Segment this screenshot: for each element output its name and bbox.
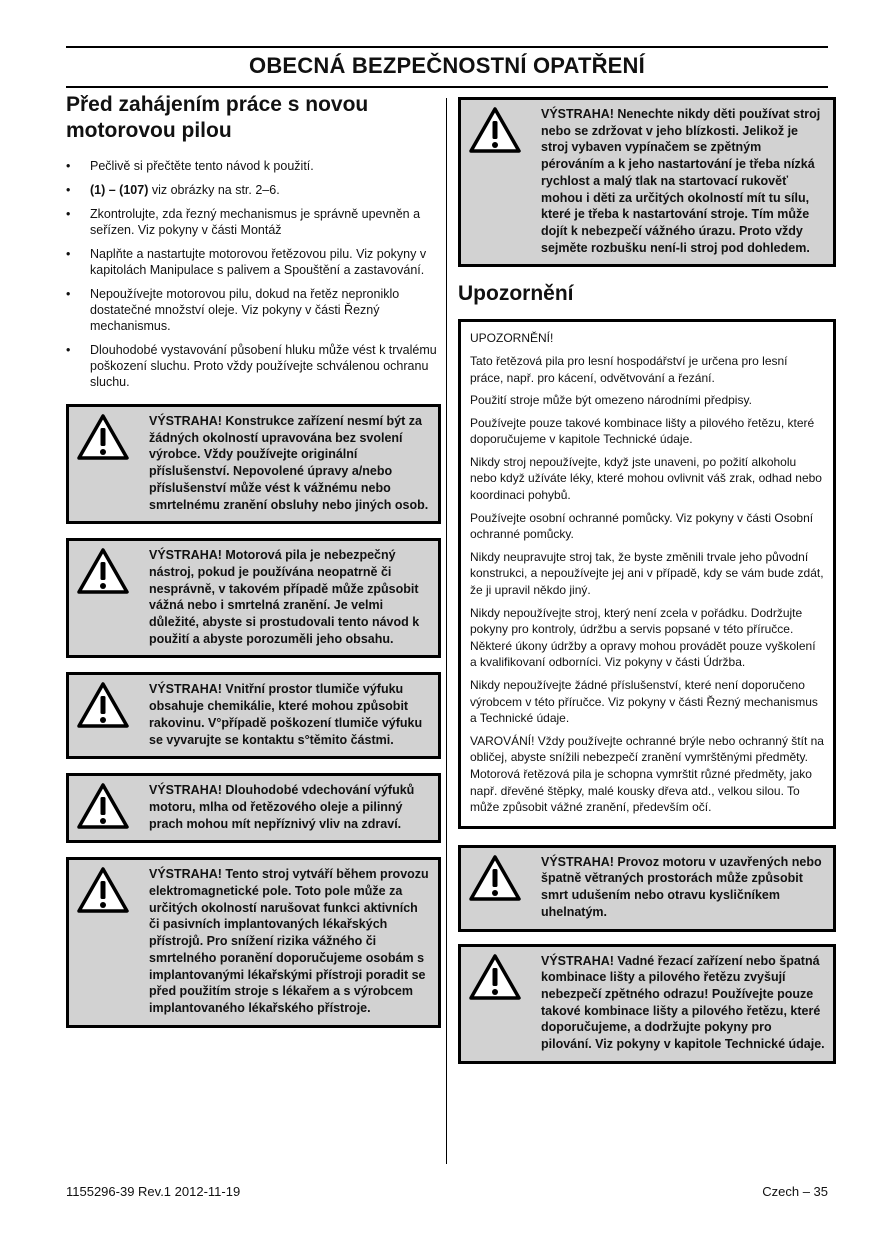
notice-paragraph: Používejte osobní ochranné pomůcky. Viz pokyny v části Osobní ochranné pomůcky.: [470, 510, 814, 542]
warning-triangle-icon: [77, 782, 139, 830]
list-item: • Naplňte a nastartujte motorovou řetězovou pilu. Viz pokyny v kapitolách Manipulace s palivem a Spouštění a zastavování.: [66, 247, 427, 277]
warning-triangle-icon: [77, 547, 139, 595]
left-column: [66, 92, 441, 1028]
notice-box: [458, 319, 836, 828]
column-divider: [446, 98, 447, 1164]
footer-page-label: Czech – 35: [762, 1184, 828, 1199]
header-rule-bottom: [66, 86, 828, 88]
warning-text: VÝSTRAHA! Tento stroj vytváří během provozu elektromagnetické pole. Toto pole může za určitých okolností narušovat funkci aktivních či pasivních implantovaných lékařských přístrojů. Pro snížení rizika vážného či smrtelného poranění doporučujeme osobám s implantovanými lékařskými přístroji poradit se před použitím stroje s lékařem a s výrobcem implantovaného lékařského přístroje.: [149, 867, 429, 1015]
section-heading-before-work: Před zahájením práce s novou motorovou pilou: [66, 93, 369, 142]
notice-paragraph: Používejte pouze takové kombinace lišty a pilového řetězu, které doporučujeme v kapitole Technické údaje.: [470, 415, 815, 447]
notice-paragraph: UPOZORNĚNÍ!: [470, 331, 554, 346]
warning-triangle-icon: [77, 681, 139, 729]
warning-box: [458, 944, 836, 1064]
warning-triangle-icon: [469, 953, 531, 1001]
warning-text: VÝSTRAHA! Vnitřní prostor tlumiče výfuku obsahuje chemikálie, které mohou způsobit rakovinu. V°případě poškození tlumiče výfuku se vyvarujte se kontaktu s°těmito částmi.: [149, 682, 423, 747]
right-column: [458, 97, 836, 1064]
footer-document-id: 1155296-39 Rev.1 2012-11-19: [66, 1184, 241, 1199]
notice-paragraph: Tato řetězová pila pro lesní hospodářství je určena pro lesní práce, např. pro kácení, odvětvování a řezání.: [470, 353, 788, 385]
warning-text: VÝSTRAHA! Motorová pila je nebezpečný nástroj, pokud je používána neopatrně či nesprávně, v takovém případě může způsobit vážná nebo i smrtelná zranění. Je velmi důležité, abyste si prostudovali tento návod k použití a abyste porozuměli jeho obsahu.: [149, 548, 420, 646]
warning-box: [66, 773, 441, 843]
warning-box: [66, 857, 441, 1027]
warning-triangle-icon: [469, 106, 531, 154]
warning-text: VÝSTRAHA! Konstrukce zařízení nesmí být za žádných okolností upravována bez svolení výrobce. Vždy používejte originální příslušenství. Nepovolené úpravy a/nebo příslušenství může vést k vážnému nebo smrtelnému zranění obsluhy nebo jiných osob.: [149, 414, 429, 512]
instruction-list: [66, 158, 441, 390]
page-title: OBECNÁ BEZPEČNOSTNÍ OPATŘENÍ: [249, 53, 645, 78]
notice-paragraph: VAROVÁNÍ! Vždy používejte ochranné brýle nebo ochranný štít na obličej, abyste snížili nebezpečí zranění vymrštěnými předměty. Motorová řetězová pila je schopna vymrštit různé předměty, jako např. dřevěné štěpky, malé kousky dřeva atd., velkou silou. To může způsobit vážné zranění, především očí.: [470, 733, 824, 815]
notice-paragraph: Nikdy neupravujte stroj tak, že byste změnili trvale jeho původní konstrukci, a nepoužívejte jej ani v případě, kdy se vám bude zdát, že ji upravil někdo jiný.: [470, 549, 824, 598]
warning-box: [458, 97, 836, 267]
warning-box: [66, 672, 441, 759]
warning-triangle-icon: [77, 866, 139, 914]
warning-text: VÝSTRAHA! Nenechte nikdy děti používat stroj nebo se zdržovat v jeho blízkosti. Jelikož je stroj vybaven vypínačem se zpětným pérováním a k jeho nastartování je třeba nízká rychlost a malý tlak na startovací rukověť mohou i děti za určitých okolností mít tu sílu, které je třeba k nastartování stroje. Tím může dojít k nebezpečí vážného úrazu. Proto vždy sejměte rozbušku není-li stroj pod dohledem.: [541, 107, 821, 255]
warning-text: VÝSTRAHA! Vadné řezací zařízení nebo špatná kombinace lišty a pilového řetězu zvyšují nebezpečí zpětného odrazu! Používejte pouze takové kombinace lišty a pilového řetězu, které doporučujeme, a dodržujte pokyny pro pilování. Viz pokyny v kapitole Technické údaje.: [541, 953, 825, 1052]
notice-paragraph: Nikdy nepoužívejte stroj, který není zcela v pořádku. Dodržujte pokyny pro kontroly, údržbu a servis popsané v této příručce. Některé úkony údržby a opravy mohou provádět pouze vyškolení a kvalifikovaní odborníci. Viz pokyny v části Údržba.: [470, 605, 816, 670]
list-item: • Pečlivě si přečtěte tento návod k použití.: [66, 159, 314, 173]
header-rule-top: [66, 46, 828, 48]
notice-paragraph: Nikdy stroj nepoužívejte, když jste unaveni, po požití alkoholu nebo když užíváte léky, které mohou ovlivnit váš zrak, odhad nebo koordinaci pohybů.: [470, 454, 822, 503]
warning-box: [66, 538, 441, 658]
section-heading-notice: Upozornění: [458, 282, 574, 306]
list-item: • Dlouhodobé vystavování působení hluku může vést k trvalému poškození sluchu. Proto vždy používejte schválenou ochranu sluchu.: [66, 343, 437, 389]
warning-triangle-icon: [77, 413, 139, 461]
warning-triangle-icon: [469, 854, 531, 902]
notice-paragraph: Použití stroje může být omezeno národními předpisy.: [470, 393, 752, 408]
warning-box: [458, 845, 836, 932]
list-item: • Nepoužívejte motorovou pilu, dokud na řetěz neproniklo dostatečné množství oleje. Viz pokyny v části Řezný mechanismus.: [66, 287, 400, 333]
warning-box: [66, 404, 441, 524]
list-item: • (1) – (107) viz obrázky na str. 2–6.: [66, 183, 280, 197]
warning-text: VÝSTRAHA! Provoz motoru v uzavřených nebo špatně větraných prostorách může způsobit smrt udušením nebo otravu kysličníkem uhelnatým.: [541, 854, 822, 919]
list-item: • Zkontrolujte, zda řezný mechanismus je správně upevněn a seřízen. Viz pokyny v části Montáž: [66, 207, 421, 237]
warning-text: VÝSTRAHA! Dlouhodobé vdechování výfuků motoru, mlha od řetězového oleje a pilinný prach mohou mít nepříznivý vliv na zdraví.: [149, 783, 415, 831]
notice-paragraph: Nikdy nepoužívejte žádné příslušenství, které není doporučeno výrobcem v této příručce. Viz pokyny v části Řezný mechanismus a Technické údaje.: [470, 678, 818, 726]
